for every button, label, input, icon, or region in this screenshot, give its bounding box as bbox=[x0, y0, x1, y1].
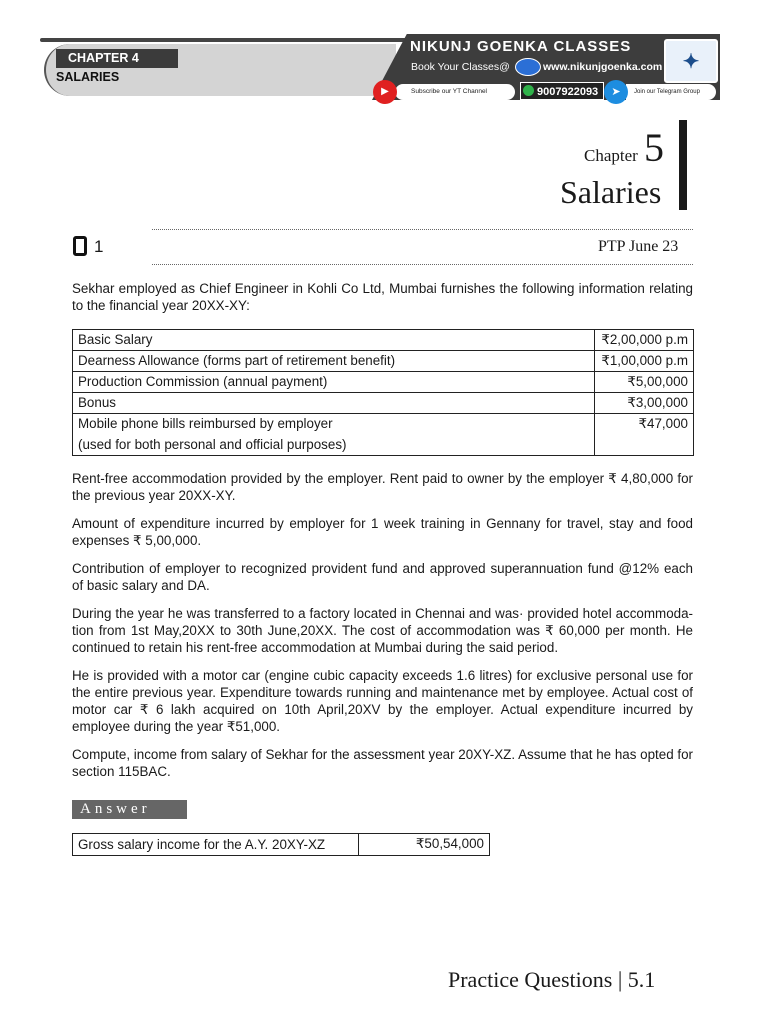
table-row bbox=[73, 351, 694, 372]
header-top-line bbox=[40, 38, 440, 42]
table-cell-amount: ₹2,00,000 p.m bbox=[595, 330, 694, 351]
table-cell-item: Dearness Allowance (forms part of retirement benefit) bbox=[73, 351, 595, 372]
globe-icon bbox=[515, 58, 541, 76]
table-row bbox=[73, 372, 694, 393]
telegram-label[interactable]: Join our Telegram Group bbox=[626, 84, 716, 100]
answer-table bbox=[72, 833, 490, 856]
chapter-title: Salaries bbox=[560, 174, 662, 210]
table-row bbox=[73, 330, 694, 351]
chapter-subject: SALARIES bbox=[56, 70, 120, 84]
table-row bbox=[73, 393, 694, 414]
paragraph-transfer: During the year he was transferred to a factory located in Chennai and was· provided hotel accommoda-tion from 1st May,20XX to 30th June,20XX. The cost of accommodation was ₹ 60,000 per month. He continued to retain his rent-free accommodation at Mumbai during the said period. bbox=[72, 606, 693, 655]
divider-bottom bbox=[152, 264, 693, 265]
table-cell-item: Basic Salary bbox=[73, 330, 595, 351]
brand-name: NIKUNJ GOENKA CLASSES bbox=[410, 38, 632, 55]
divider-top bbox=[152, 229, 693, 230]
table-cell-item: Production Commission (annual payment) bbox=[73, 372, 595, 393]
salary-components-table bbox=[72, 329, 694, 456]
table-cell-item-line1: Mobile phone bills reimbursed by employer bbox=[78, 416, 333, 431]
page-footer: Practice Questions | 5.1 bbox=[448, 967, 656, 992]
answer-row-value: ₹50,54,000 bbox=[359, 834, 490, 856]
paragraph-training: Amount of expenditure incurred by employer for 1 week training in Gennany for travel, stay and food expenses ₹ 5,00,000. bbox=[72, 516, 693, 548]
youtube-icon[interactable]: ▶ bbox=[373, 80, 397, 104]
paragraph-compute: Compute, income from salary of Sekhar for the assessment year 20XY-XZ. Assume that he has opted for section 115BAC. bbox=[72, 747, 693, 779]
question-icon bbox=[73, 236, 87, 256]
table-cell-item: Bonus bbox=[73, 393, 595, 414]
chapter-number: 5 bbox=[644, 125, 664, 170]
paragraph-motor-car: He is provided with a motor car (engine cubic capacity exceeds 1.6 litres) for exclusive personal use for the entire previous year. Expenditure towards running and maintenance met by employee. Actual cost of motor car ₹ 6 lakh acquired on 10th April,20XV by the employer. Actual expenditure incurred by employee during the year ₹51,000. bbox=[72, 668, 693, 734]
table-cell-amount: ₹1,00,000 p.m bbox=[595, 351, 694, 372]
telegram-icon[interactable]: ➤ bbox=[604, 80, 628, 104]
answer-label: Answer bbox=[72, 800, 187, 819]
website-link[interactable]: www.nikunjgoenka.com bbox=[543, 61, 663, 73]
chapter-tag: CHAPTER 4 bbox=[56, 49, 178, 68]
table-cell-item bbox=[73, 414, 595, 456]
question-number: 1 bbox=[94, 237, 104, 256]
tiny-caption-right: NIKUNJ GOENKA - TAX UPDATES bbox=[634, 98, 706, 103]
answer-row-label: Gross salary income for the A.Y. 20XY-XZ bbox=[73, 834, 359, 856]
chapter-word: Chapter bbox=[584, 146, 638, 165]
table-row bbox=[73, 834, 490, 856]
phone-number[interactable]: 9007922093 bbox=[520, 82, 604, 100]
youtube-label[interactable]: Subscribe our YT Channel bbox=[395, 84, 515, 100]
tiny-caption-left: NIKUNJ GOENKA TAX MENTOR bbox=[410, 101, 477, 106]
table-cell-amount: ₹47,000 bbox=[595, 414, 694, 456]
question-intro: Sekhar employed as Chief Engineer in Kohli Co Ltd, Mumbai furnishes the following information relating to the financial year 20XX-XY: bbox=[72, 281, 693, 313]
paragraph-rent: Rent-free accommodation provided by the employer. Rent paid to owner by the employer ₹ 4,80,000 for the previous year 20XX-XY. bbox=[72, 471, 693, 503]
table-cell-item-line2: (used for both personal and official purposes) bbox=[78, 437, 347, 452]
question-source: PTP June 23 bbox=[598, 238, 679, 255]
paragraph-contribution: Contribution of employer to recognized provident fund and approved superannuation fund @12% each of basic salary and DA. bbox=[72, 561, 693, 593]
brand-logo-icon: ✦ bbox=[664, 39, 718, 83]
whatsapp-icon bbox=[523, 85, 534, 96]
table-cell-amount: ₹5,00,000 bbox=[595, 372, 694, 393]
chapter-bar bbox=[679, 120, 687, 210]
table-row bbox=[73, 414, 694, 456]
table-cell-amount: ₹3,00,000 bbox=[595, 393, 694, 414]
book-label: Book Your Classes@ bbox=[411, 61, 510, 73]
